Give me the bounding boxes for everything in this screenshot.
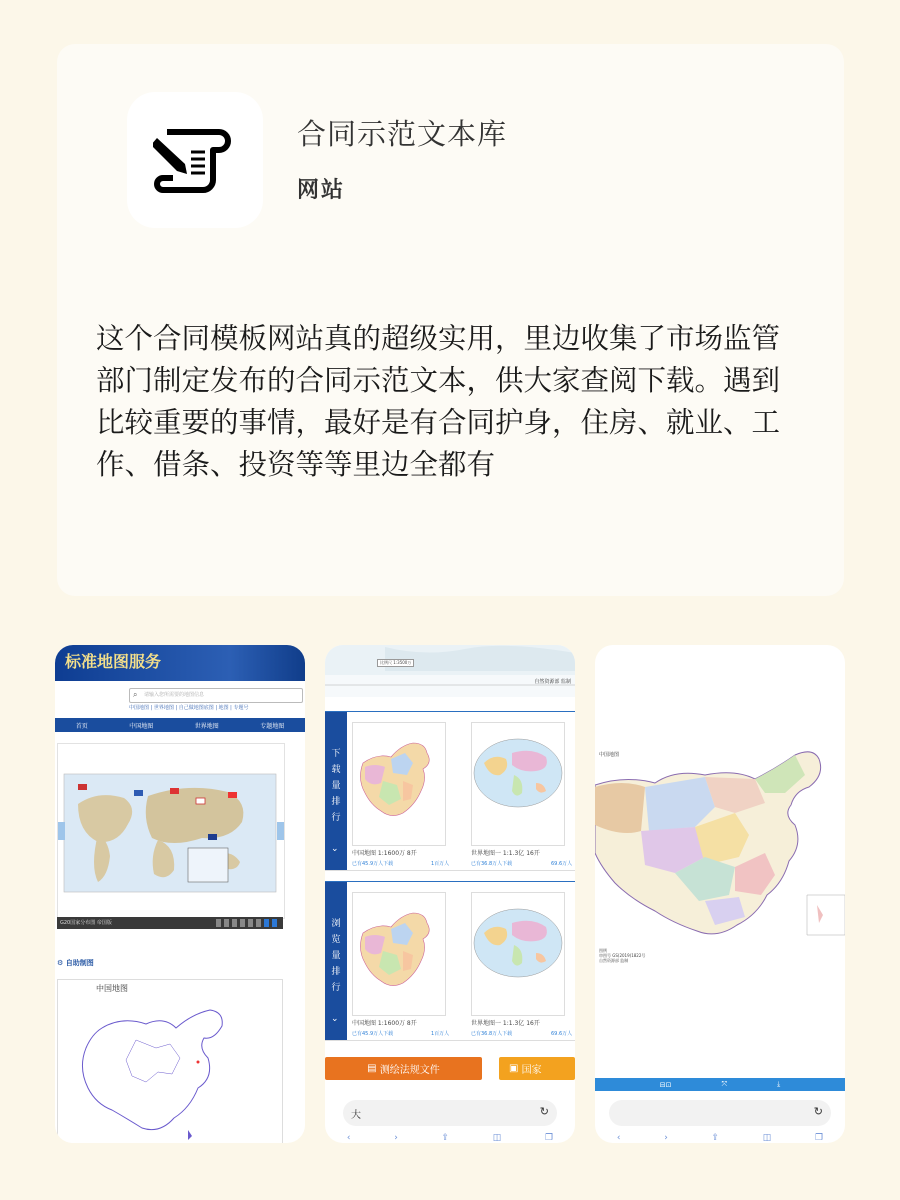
- description-line: 比较重要的事情，最好是有合同护身，住房、就业、工: [96, 406, 781, 439]
- card-title[interactable]: 世界地图一 1:1.3亿 16开: [471, 1020, 540, 1027]
- china-map-image: [595, 745, 845, 1075]
- section-title: ⚙ 自助制图: [57, 959, 94, 967]
- page-dot-active[interactable]: [264, 919, 269, 927]
- china-map-thumbnail[interactable]: [352, 892, 446, 1016]
- card-title[interactable]: 中国地图 1:1600万 8开: [352, 850, 417, 857]
- app-category: 网站: [297, 178, 346, 203]
- site-title: 标准地图服务: [65, 652, 162, 671]
- map-source: 自然资源部 监制: [534, 679, 571, 685]
- back-icon[interactable]: ‹: [346, 1133, 351, 1143]
- view-ranking-section: [325, 881, 575, 1041]
- document-icon: ▤: [367, 1063, 380, 1074]
- site-header: [55, 645, 305, 681]
- world-map-image: [472, 723, 564, 845]
- screenshot-map-service[interactable]: [55, 645, 305, 1143]
- back-icon[interactable]: ‹: [616, 1133, 621, 1143]
- zoom-icon[interactable]: ⊟⊡: [659, 1080, 672, 1089]
- bookmarks-icon[interactable]: ◫: [762, 1133, 772, 1143]
- screenshot-map-downloads[interactable]: [325, 645, 575, 1143]
- download-count: 已有45.9万人下载: [352, 1031, 394, 1037]
- carousel-caption: G20国家分布图 帝国版: [60, 920, 112, 926]
- download-ranking-label: 下载量排行 ⌄: [325, 712, 347, 870]
- page-dot-active[interactable]: [272, 919, 277, 927]
- page-dot[interactable]: [216, 919, 221, 927]
- view-count: 69.6万人: [551, 1031, 573, 1037]
- china-map-editor[interactable]: [57, 979, 283, 1143]
- nav-item-china-map[interactable]: 中国地图: [129, 722, 154, 730]
- nav-item-home[interactable]: 首页: [75, 722, 88, 730]
- national-button[interactable]: ▣ 国家: [499, 1057, 575, 1080]
- forward-icon[interactable]: ›: [394, 1133, 398, 1143]
- map-legend: 图例 审图号 GS(2019)1822号 自然资源部 监制: [599, 948, 646, 963]
- page-dot[interactable]: [224, 919, 229, 927]
- world-map-thumbnail[interactable]: [471, 892, 565, 1016]
- app-title: 合同示范文本库: [297, 117, 508, 151]
- china-map-thumbnail[interactable]: [352, 722, 446, 846]
- description-text: [96, 318, 812, 486]
- page-dot[interactable]: [240, 919, 245, 927]
- view-count: 1百万人: [431, 1031, 450, 1037]
- tabs-icon[interactable]: ❐: [545, 1133, 554, 1143]
- fullscreen-icon[interactable]: ⤧: [721, 1080, 728, 1088]
- browser-toolbar: [325, 1133, 575, 1143]
- map-title: 中国地图: [599, 752, 620, 758]
- world-map-banner[interactable]: [57, 743, 285, 919]
- card-title[interactable]: 世界地图一 1:1.3亿 16开: [471, 850, 540, 857]
- search-icon: ⌕: [133, 690, 138, 699]
- china-map-image: [353, 893, 445, 1015]
- description-line: 作、借条、投资等等里边全都有: [96, 448, 496, 481]
- view-count: 1百万人: [431, 861, 450, 867]
- world-map-image: [472, 893, 564, 1015]
- search-quick-links[interactable]: 中国地图 | 世界地图 | 自己做地图底图 | 地图 | 专题号: [129, 705, 249, 711]
- chevron-down-icon[interactable]: ⌄: [331, 1014, 339, 1024]
- page-dot[interactable]: [232, 919, 237, 927]
- screenshot-china-map[interactable]: [595, 645, 845, 1143]
- address-bar[interactable]: [609, 1100, 831, 1126]
- china-map-label: 中国地图: [96, 984, 128, 993]
- description-line: 部门制定发布的合同示范文本，供大家查阅下载。遇到: [96, 364, 781, 397]
- map-preview-strip: [325, 645, 575, 697]
- bookmarks-icon[interactable]: ◫: [492, 1133, 502, 1143]
- book-icon: ▣: [509, 1063, 522, 1074]
- description-line: 这个合同模板网站真的超级实用，里边收集了市场监管: [96, 322, 781, 355]
- world-map-image: [58, 744, 284, 918]
- scale-label: 比例尺 1:3500万: [377, 659, 414, 667]
- page-dot[interactable]: [256, 919, 261, 927]
- page-dot[interactable]: [248, 919, 253, 927]
- download-count: 已有36.8万人下载: [471, 861, 513, 867]
- share-icon[interactable]: ⇪: [441, 1133, 450, 1143]
- carousel-caption-bar: [57, 917, 283, 929]
- contract-scroll-pen-icon: [153, 124, 237, 196]
- browser-toolbar: [595, 1133, 845, 1143]
- download-ranking-section: [325, 711, 575, 871]
- download-count: 已有45.9万人下载: [352, 861, 394, 867]
- chevron-down-icon[interactable]: ⌄: [331, 844, 339, 854]
- tabs-icon[interactable]: ❐: [815, 1133, 824, 1143]
- china-outline-map: [58, 980, 282, 1143]
- carousel-pagination[interactable]: [216, 919, 277, 927]
- view-ranking-label: 浏览量排行 ⌄: [325, 882, 347, 1040]
- world-map-thumbnail[interactable]: [471, 722, 565, 846]
- china-map-image: [353, 723, 445, 845]
- map-toolbar: [595, 1078, 845, 1091]
- address-bar[interactable]: [343, 1100, 557, 1126]
- search-input[interactable]: [129, 688, 303, 703]
- nav-item-world-map[interactable]: 世界地图: [194, 722, 219, 730]
- search-placeholder: 请输入您所需要的地图信息: [144, 692, 205, 698]
- share-icon[interactable]: ⇪: [711, 1133, 720, 1143]
- nav-item-thematic-map[interactable]: 专题地图: [260, 722, 285, 730]
- address-text: 大: [351, 1110, 361, 1121]
- forward-icon[interactable]: ›: [664, 1133, 668, 1143]
- side-panel: [290, 743, 305, 923]
- map-preview-image: [325, 645, 575, 697]
- reload-icon[interactable]: ↻: [539, 1105, 549, 1118]
- view-count: 69.6万人: [551, 861, 573, 867]
- reload-icon[interactable]: ↻: [813, 1105, 823, 1118]
- download-count: 已有36.8万人下载: [471, 1031, 513, 1037]
- regulations-button[interactable]: ▤ 测绘法规文件: [325, 1057, 482, 1080]
- download-icon[interactable]: ⤓: [777, 1080, 781, 1088]
- main-nav: [55, 718, 305, 732]
- card-title[interactable]: 中国地图 1:1600万 8开: [352, 1020, 417, 1027]
- app-icon[interactable]: [127, 92, 263, 228]
